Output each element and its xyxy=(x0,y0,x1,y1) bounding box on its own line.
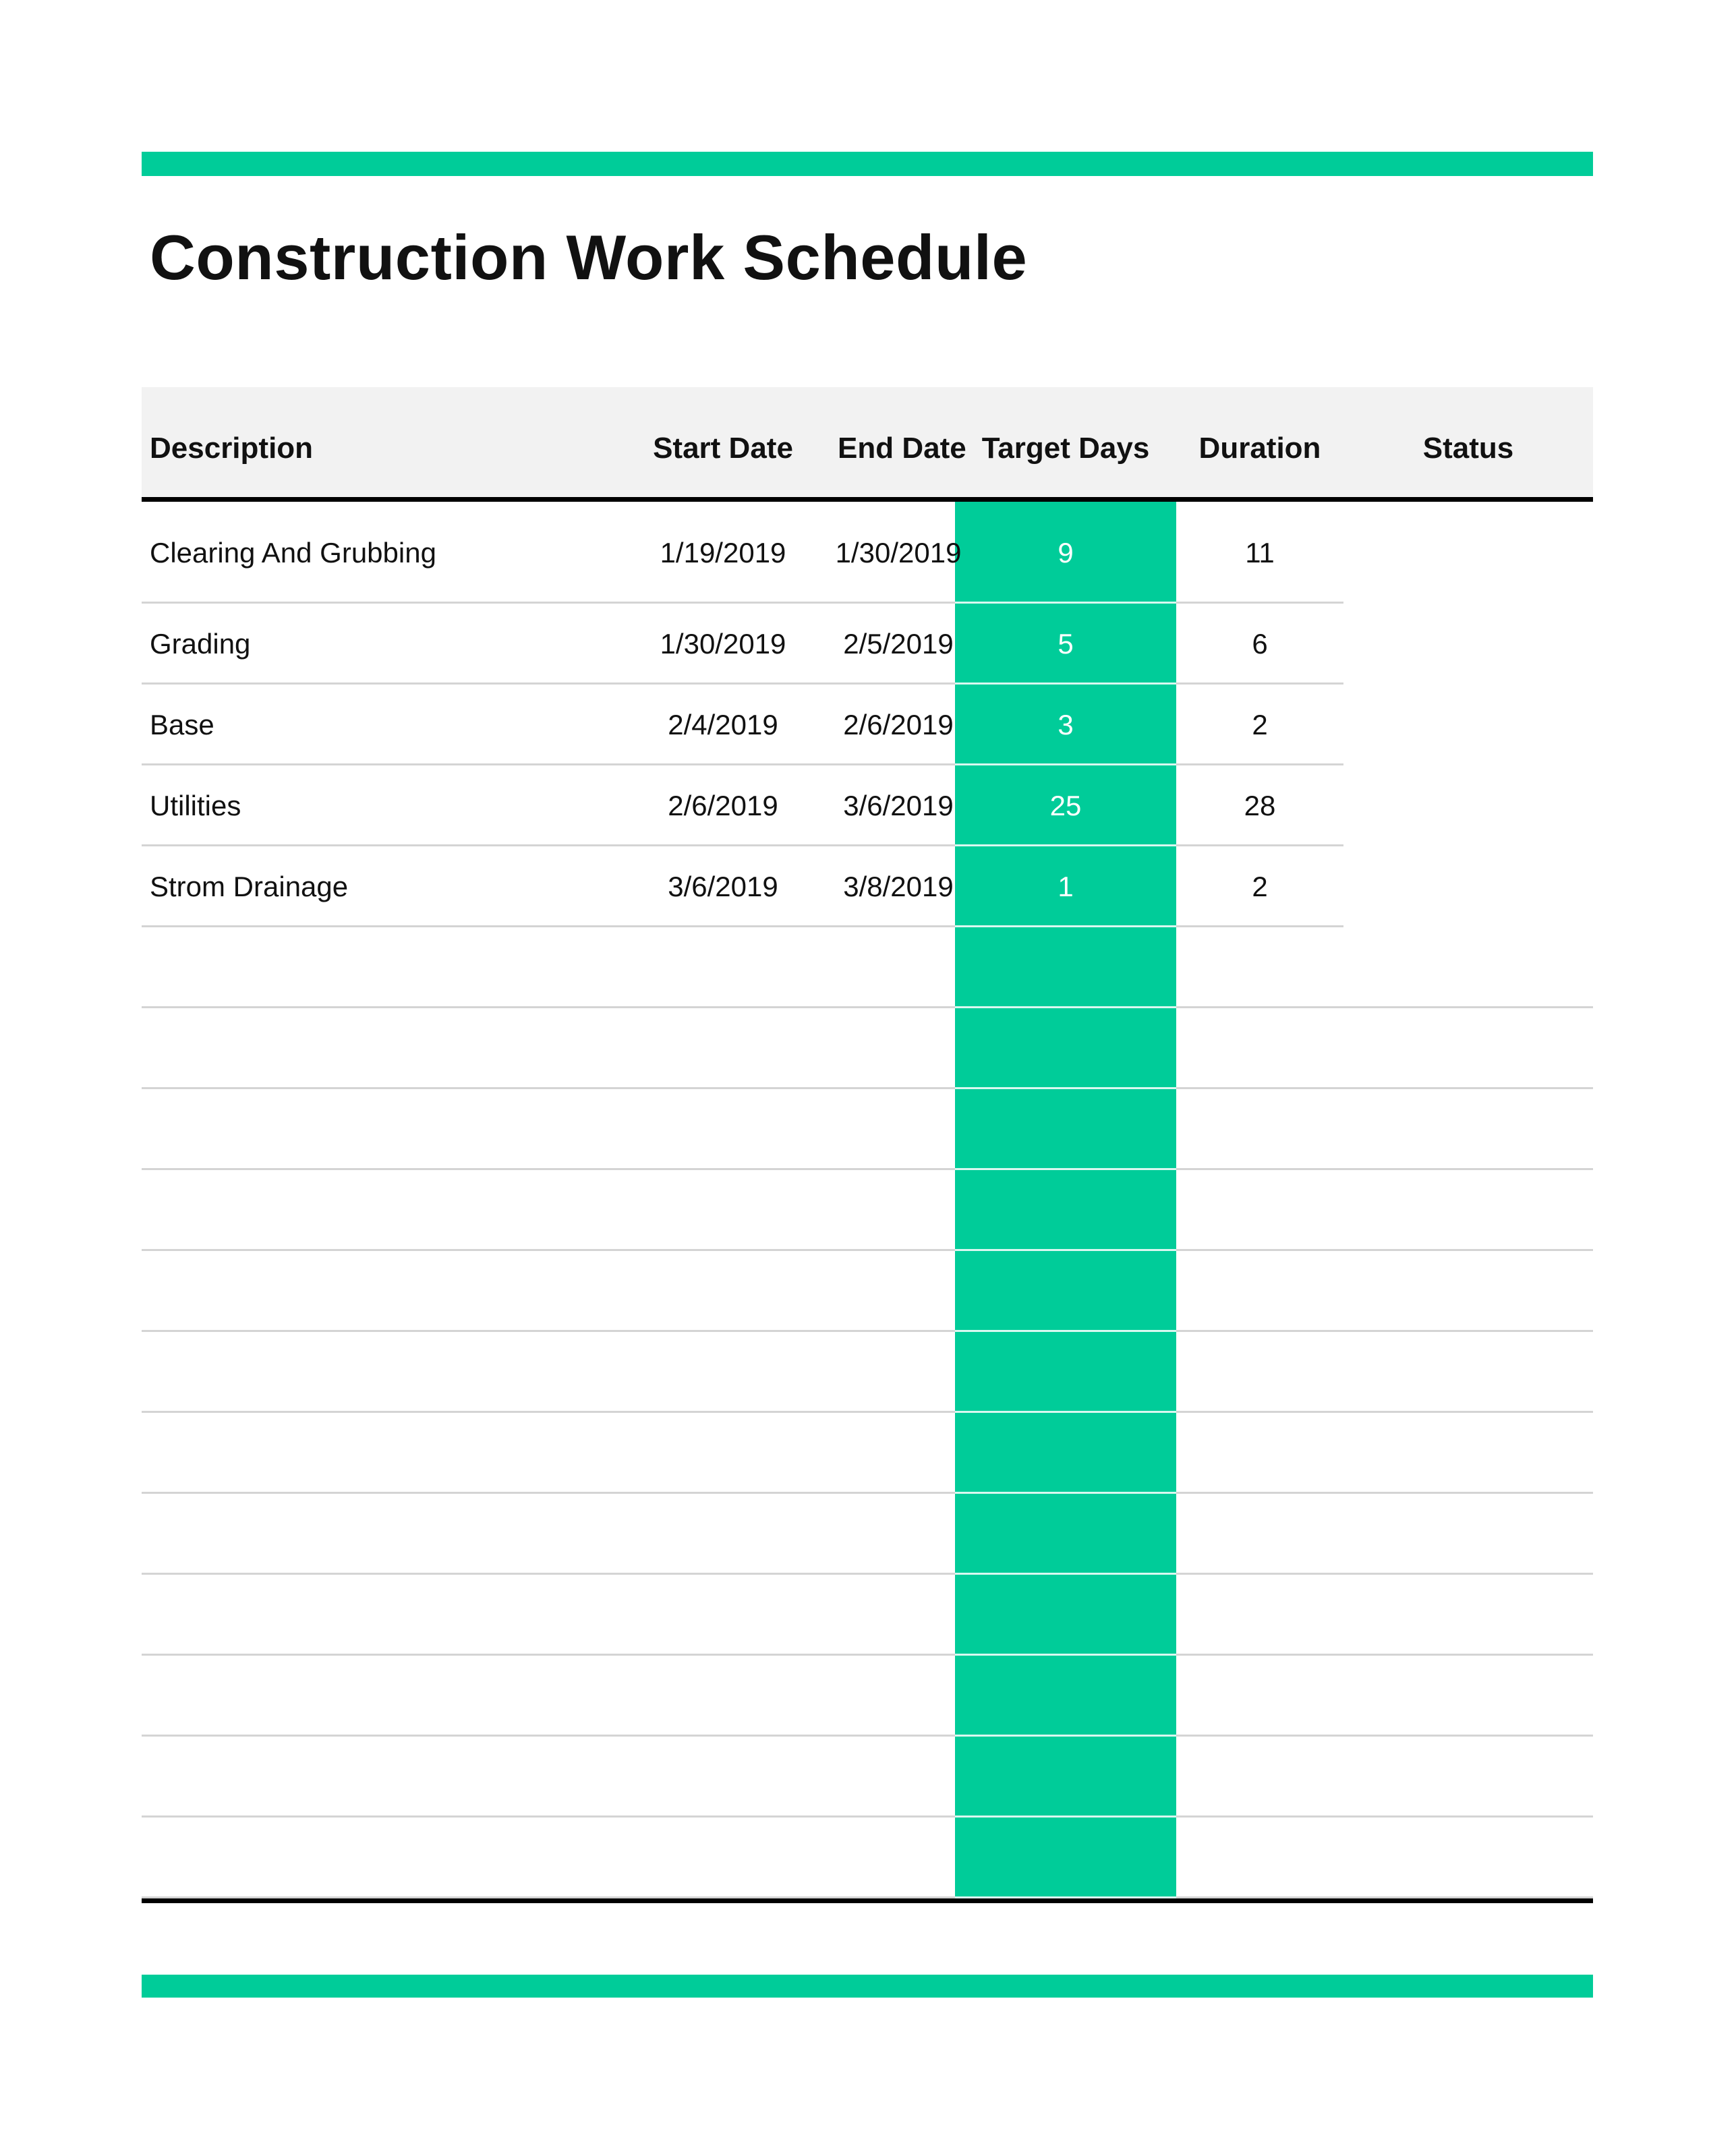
cell-duration: 11 xyxy=(1245,536,1275,569)
cell-target-days xyxy=(955,1251,1176,1332)
cell-end-date xyxy=(838,1575,959,1656)
cell-end-date: 2/6/2019 xyxy=(843,709,954,740)
cell-target-days: 3 xyxy=(1058,709,1074,740)
bottom-accent-bar xyxy=(142,1975,1593,1998)
cell-duration: 2 xyxy=(1252,871,1268,902)
table-row xyxy=(142,1413,1593,1494)
cell-description: Base xyxy=(150,709,214,740)
cell-end-date xyxy=(838,1008,959,1089)
table-row xyxy=(142,1008,1593,1089)
cell-end-date: 2/5/2019 xyxy=(843,628,954,660)
cell-end-date xyxy=(838,1332,959,1413)
cell-status xyxy=(1343,1332,1593,1413)
cell-description: Strom Drainage xyxy=(150,871,349,902)
cell-duration: 28 xyxy=(1244,790,1276,821)
cell-description xyxy=(150,1737,608,1818)
cell-end-date xyxy=(838,1170,959,1251)
table-row xyxy=(142,1575,1593,1656)
cell-description xyxy=(150,1332,608,1413)
table-header-row xyxy=(142,387,1593,502)
cell-start-date: 3/6/2019 xyxy=(668,871,778,902)
table-row xyxy=(142,765,1593,846)
cell-duration xyxy=(1176,1575,1343,1656)
cell-target-days xyxy=(955,1413,1176,1494)
table-row xyxy=(142,1494,1593,1575)
cell-start-date xyxy=(608,1089,838,1170)
cell-status xyxy=(1343,846,1593,927)
cell-status xyxy=(1343,1413,1593,1494)
cell-start-date xyxy=(608,1170,838,1251)
header-target-days: Target Days xyxy=(981,432,1150,465)
cell-duration xyxy=(1176,1818,1343,1898)
cell-end-date xyxy=(838,1251,959,1332)
cell-end-date: 1/30/2019 xyxy=(835,536,962,569)
cell-target-days: 5 xyxy=(1058,628,1074,660)
header-end-date: End Date xyxy=(838,432,966,465)
cell-status xyxy=(1343,1494,1593,1575)
cell-status xyxy=(1343,1008,1593,1089)
cell-duration xyxy=(1176,1413,1343,1494)
cell-description xyxy=(150,927,608,1008)
cell-duration xyxy=(1176,927,1343,1008)
cell-start-date xyxy=(608,1494,838,1575)
table-row xyxy=(142,1251,1593,1332)
cell-target-days xyxy=(955,1170,1176,1251)
cell-description xyxy=(150,1170,608,1251)
cell-target-days xyxy=(955,927,1176,1008)
table-row xyxy=(142,927,1593,1008)
cell-status xyxy=(1343,1818,1593,1898)
table-row xyxy=(142,502,1593,604)
cell-start-date xyxy=(608,1251,838,1332)
cell-description xyxy=(150,1089,608,1170)
page-title: Construction Work Schedule xyxy=(150,222,1028,293)
cell-start-date: 2/4/2019 xyxy=(668,709,778,740)
cell-status xyxy=(1343,502,1593,604)
cell-target-days xyxy=(955,1737,1176,1818)
cell-status xyxy=(1343,604,1593,685)
cell-target-days xyxy=(955,1575,1176,1656)
cell-description xyxy=(150,1656,608,1737)
cell-start-date xyxy=(608,1656,838,1737)
cell-end-date xyxy=(838,1818,959,1898)
cell-start-date xyxy=(608,1737,838,1818)
cell-description xyxy=(150,1494,608,1575)
cell-duration xyxy=(1176,1656,1343,1737)
table-row xyxy=(142,1089,1593,1170)
cell-start-date: 1/19/2019 xyxy=(660,536,786,569)
cell-status xyxy=(1343,1251,1593,1332)
table-row xyxy=(142,1656,1593,1737)
cell-duration xyxy=(1176,1737,1343,1818)
cell-start-date xyxy=(608,1332,838,1413)
cell-description: Clearing And Grubbing xyxy=(150,536,436,569)
cell-status xyxy=(1343,1656,1593,1737)
cell-target-days: 9 xyxy=(1058,536,1074,569)
cell-end-date xyxy=(838,927,959,1008)
cell-description xyxy=(150,1251,608,1332)
cell-duration xyxy=(1176,1494,1343,1575)
cell-description: Utilities xyxy=(150,790,241,821)
cell-duration: 6 xyxy=(1252,628,1268,660)
cell-target-days: 25 xyxy=(1049,790,1082,821)
cell-target-days xyxy=(955,1089,1176,1170)
cell-status xyxy=(1343,765,1593,846)
cell-duration xyxy=(1176,1170,1343,1251)
cell-duration xyxy=(1176,1251,1343,1332)
cell-start-date xyxy=(608,1575,838,1656)
top-accent-bar xyxy=(142,152,1593,176)
cell-status xyxy=(1343,1089,1593,1170)
cell-description xyxy=(150,1008,608,1089)
schedule-table xyxy=(142,387,1593,1903)
cell-start-date xyxy=(608,1818,838,1898)
cell-end-date xyxy=(838,1494,959,1575)
table-row xyxy=(142,846,1593,927)
header-description: Description xyxy=(150,432,314,465)
cell-start-date xyxy=(608,1413,838,1494)
cell-duration xyxy=(1176,1332,1343,1413)
cell-description xyxy=(150,1413,608,1494)
header-duration: Duration xyxy=(1198,432,1321,465)
header-status: Status xyxy=(1422,432,1514,465)
cell-target-days xyxy=(955,1332,1176,1413)
table-row xyxy=(142,1170,1593,1251)
cell-start-date: 1/30/2019 xyxy=(660,628,786,660)
cell-description: Grading xyxy=(150,628,251,660)
cell-start-date: 2/6/2019 xyxy=(668,790,778,821)
table-row xyxy=(142,1737,1593,1818)
cell-start-date xyxy=(608,927,838,1008)
cell-end-date xyxy=(838,1737,959,1818)
cell-target-days: 1 xyxy=(1058,871,1074,902)
cell-status xyxy=(1343,1575,1593,1656)
cell-status xyxy=(1343,685,1593,765)
cell-end-date xyxy=(838,1089,959,1170)
table-body xyxy=(142,502,1593,1898)
cell-end-date xyxy=(838,1413,959,1494)
cell-target-days xyxy=(955,1494,1176,1575)
table-row xyxy=(142,1818,1593,1898)
cell-target-days xyxy=(955,1656,1176,1737)
cell-start-date xyxy=(608,1008,838,1089)
table-row xyxy=(142,1332,1593,1413)
cell-status xyxy=(1343,1170,1593,1251)
cell-status xyxy=(1343,927,1593,1008)
cell-end-date: 3/8/2019 xyxy=(843,871,954,902)
table-row xyxy=(142,685,1593,765)
cell-status xyxy=(1343,1737,1593,1818)
table-bottom-rule xyxy=(142,1898,1593,1903)
header-start-date: Start Date xyxy=(653,432,793,465)
table-row xyxy=(142,604,1593,685)
cell-duration: 2 xyxy=(1252,709,1268,740)
cell-duration xyxy=(1176,1008,1343,1089)
cell-target-days xyxy=(955,1818,1176,1898)
cell-end-date: 3/6/2019 xyxy=(843,790,954,821)
cell-duration xyxy=(1176,1089,1343,1170)
cell-description xyxy=(150,1818,608,1898)
cell-description xyxy=(150,1575,608,1656)
cell-end-date xyxy=(838,1656,959,1737)
cell-target-days xyxy=(955,1008,1176,1089)
